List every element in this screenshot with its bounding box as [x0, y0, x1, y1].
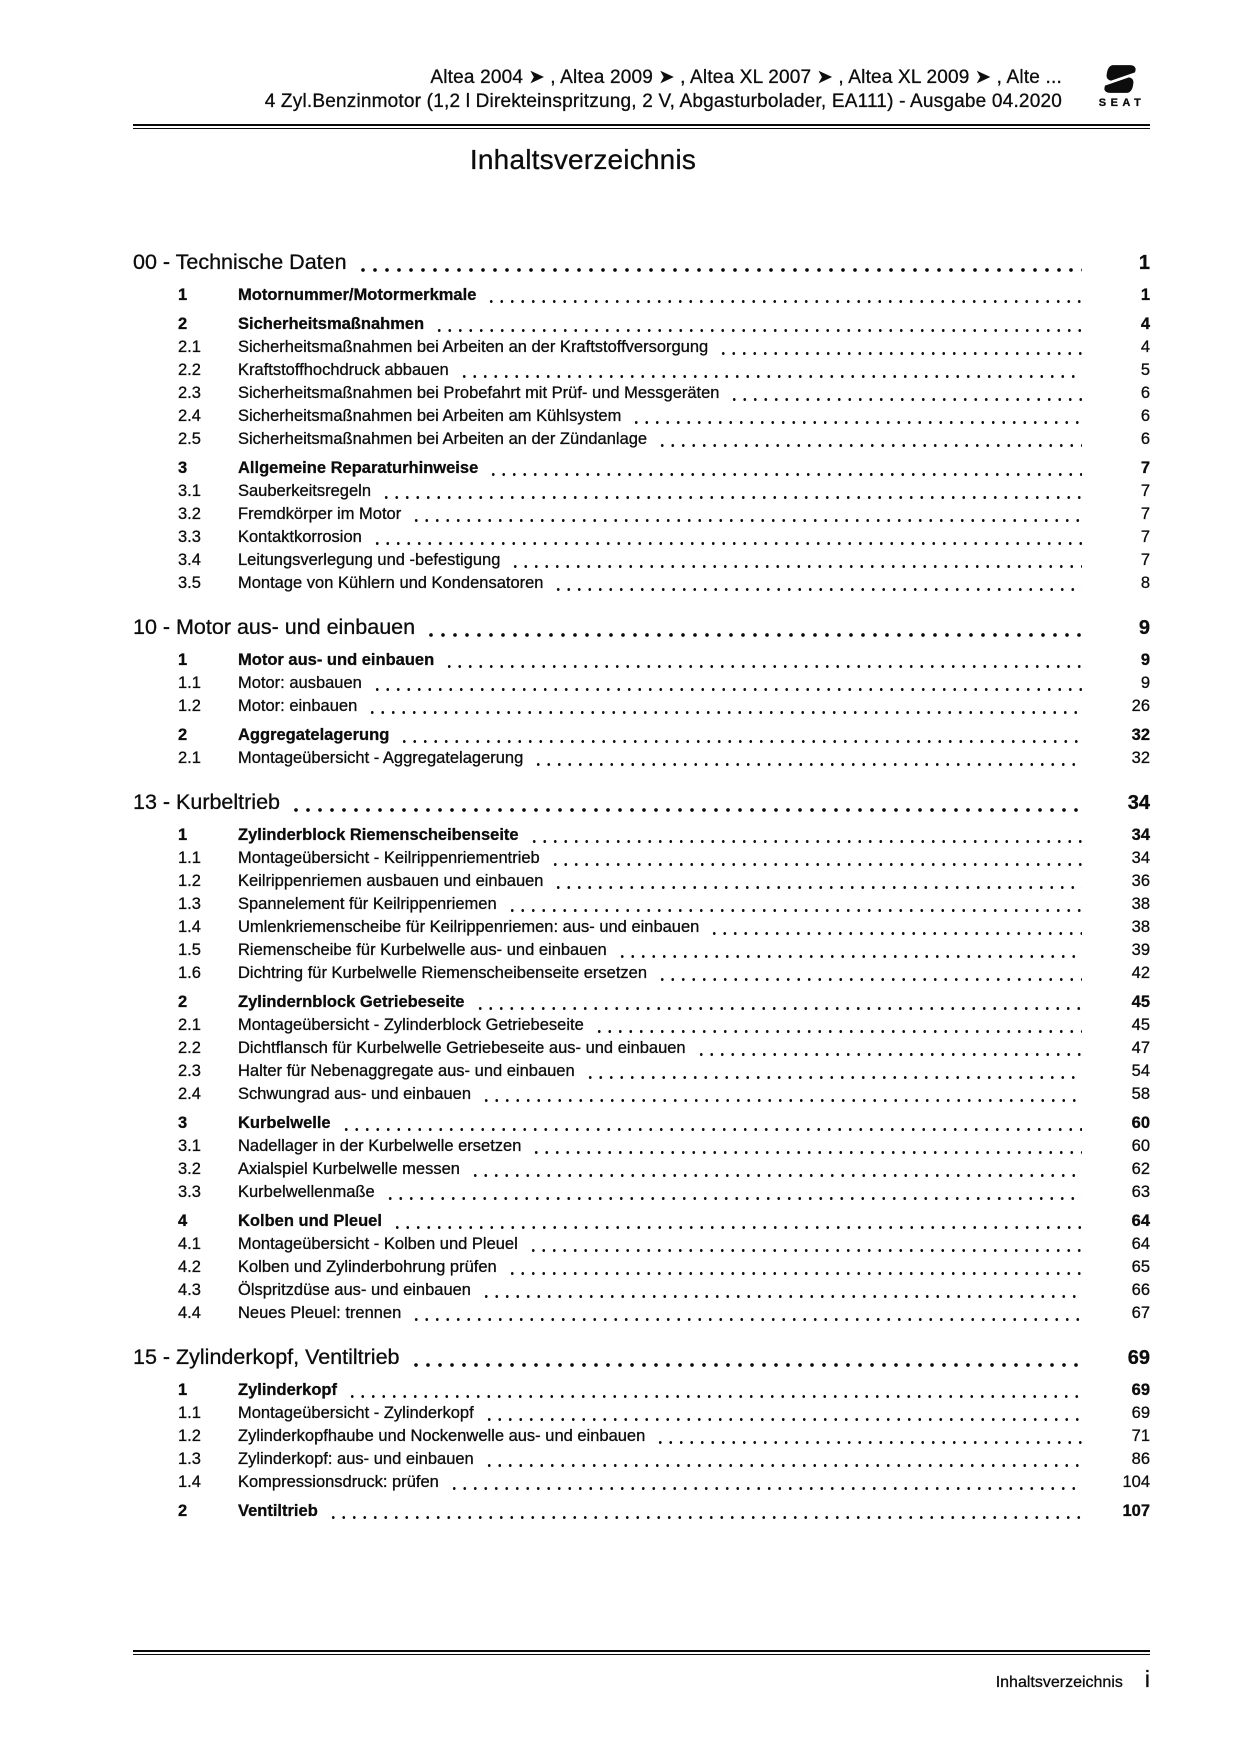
page-number: 32: [1131, 726, 1150, 744]
entry-title: Zylinderkopf: [238, 1381, 338, 1399]
dot-leader: [475, 998, 1083, 1010]
page-number: 7: [1140, 459, 1150, 477]
dot-leader: [385, 1188, 1082, 1200]
toc-chapter[interactable]: [133, 613, 1150, 642]
entry-number: 1: [178, 1381, 188, 1399]
toc-entry[interactable]: [133, 572, 1150, 595]
dot-leader: [328, 1507, 1082, 1519]
entry-number: 4.3: [178, 1281, 201, 1299]
entry-title: Fremdkörper im Motor: [238, 505, 402, 523]
toc: [133, 230, 1150, 1523]
toc-entry[interactable]: [133, 284, 1150, 307]
dot-leader: [399, 731, 1082, 743]
dot-leader: [484, 1455, 1082, 1467]
toc-entry[interactable]: [133, 1302, 1150, 1325]
seat-logo-icon: [1088, 64, 1152, 94]
toc-entry[interactable]: [133, 1083, 1150, 1106]
toc-entry[interactable]: [133, 1402, 1150, 1425]
dot-leader: [585, 1067, 1082, 1079]
toc-entry[interactable]: [133, 457, 1150, 480]
dot-leader: [444, 656, 1082, 668]
dot-leader: [533, 754, 1082, 766]
entry-number: 3: [178, 459, 188, 477]
entry-number: 3: [178, 1114, 188, 1132]
entry-title: Kurbelwellenmaße: [238, 1183, 375, 1201]
header-divider: [133, 124, 1150, 129]
dot-leader: [486, 291, 1082, 303]
entry-title: Zylinderkopfhaube und Nockenwelle aus- und einbauen: [238, 1427, 646, 1445]
page-number: 69: [1131, 1381, 1150, 1399]
toc-entry[interactable]: [133, 359, 1150, 382]
dot-leader: [528, 1240, 1082, 1252]
toc-entry[interactable]: [133, 724, 1150, 747]
dot-leader: [488, 464, 1082, 476]
toc-chapter[interactable]: [133, 788, 1150, 817]
page-number: 34: [1131, 849, 1150, 867]
toc-entry[interactable]: [133, 1448, 1150, 1471]
toc-entry[interactable]: [133, 695, 1150, 718]
page-number: 47: [1131, 1039, 1150, 1057]
page-number: 69: [1131, 1404, 1150, 1422]
entry-number: 4: [178, 1212, 188, 1230]
toc-entry[interactable]: [133, 870, 1150, 893]
page-number: 66: [1131, 1281, 1150, 1299]
page-number: 104: [1122, 1473, 1150, 1491]
toc-entry[interactable]: [133, 336, 1150, 359]
entry-number: 3.2: [178, 1160, 201, 1178]
footer-page-number: i: [1144, 1666, 1150, 1692]
page-number: 5: [1140, 361, 1150, 379]
entry-number: 1.2: [178, 1427, 201, 1445]
dot-leader: [531, 1142, 1082, 1154]
entry-title: Riemenscheibe für Kurbelwelle aus- und einbauen: [238, 941, 607, 959]
toc-entry[interactable]: [133, 549, 1150, 572]
entry-title: Sicherheitsmaßnahmen bei Probefahrt mit Prüf- und Messgeräten: [238, 384, 720, 402]
page-number: 8: [1140, 574, 1150, 592]
entry-number: 3.3: [178, 528, 201, 546]
page-number: 58: [1131, 1085, 1150, 1103]
entry-title: Motor aus- und einbauen: [238, 651, 435, 669]
dot-leader: [372, 679, 1082, 691]
dot-leader: [410, 1355, 1083, 1367]
page-number: 6: [1140, 384, 1150, 402]
entry-title: Neues Pleuel: trennen: [238, 1304, 402, 1322]
page-number: 7: [1140, 505, 1150, 523]
page-number: 38: [1131, 895, 1150, 913]
dot-leader: [696, 1044, 1082, 1056]
entry-title: Dichtflansch für Kurbelwelle Getriebeseite aus- und einbauen: [238, 1039, 686, 1057]
entry-number: 2.5: [178, 430, 201, 448]
entry-number: 4.4: [178, 1304, 201, 1322]
entry-title: Keilrippenriemen ausbauen und einbauen: [238, 872, 544, 890]
header-models-line: Altea 2004 ➤ , Altea 2009 ➤ , Altea XL 2007 ➤ , Altea XL 2009 ➤ , Alte ...: [430, 67, 1062, 88]
entry-title: Motor: ausbauen: [238, 674, 362, 692]
page-number: 7: [1140, 551, 1150, 569]
entry-title: Allgemeine Reparaturhinweise: [238, 459, 479, 477]
dot-leader: [347, 1386, 1082, 1398]
toc-entry[interactable]: [133, 1379, 1150, 1402]
dot-leader: [617, 946, 1082, 958]
toc-entry[interactable]: [133, 1037, 1150, 1060]
dot-leader: [449, 1478, 1082, 1490]
entry-title: Kontaktkorrosion: [238, 528, 362, 546]
dot-leader: [357, 260, 1082, 272]
entry-number: 2.4: [178, 407, 201, 425]
page-number: 69: [1127, 1347, 1150, 1369]
toc-entry[interactable]: [133, 1500, 1150, 1523]
dot-leader: [481, 1286, 1082, 1298]
toc-entry[interactable]: [133, 1256, 1150, 1279]
dot-leader: [553, 877, 1082, 889]
page-number: 54: [1131, 1062, 1150, 1080]
toc-entry[interactable]: [133, 405, 1150, 428]
entry-number: 3.1: [178, 1137, 201, 1155]
entry-title: Montageübersicht - Kolben und Pleuel: [238, 1235, 518, 1253]
entry-number: 2.3: [178, 384, 201, 402]
dot-leader: [290, 800, 1082, 812]
toc-entry[interactable]: [133, 1014, 1150, 1037]
toc-entry[interactable]: [133, 991, 1150, 1014]
footer-divider: [133, 1650, 1150, 1655]
dot-leader: [372, 533, 1082, 545]
toc-entry[interactable]: [133, 1158, 1150, 1181]
page-number: 71: [1131, 1427, 1150, 1445]
dot-leader: [529, 831, 1082, 843]
toc-entry[interactable]: [133, 916, 1150, 939]
toc-entry[interactable]: [133, 1060, 1150, 1083]
brand-logo: [1088, 64, 1152, 109]
toc-entry[interactable]: [133, 1425, 1150, 1448]
page-footer: [996, 1666, 1150, 1693]
brand-wordmark: SEAT: [1098, 97, 1146, 109]
chapter-title: 15 - Zylinderkopf, Ventiltrieb: [133, 1345, 400, 1369]
page-number: 45: [1131, 993, 1150, 1011]
entry-number: 1.1: [178, 1404, 201, 1422]
entry-title: Kolben und Pleuel: [238, 1212, 382, 1230]
toc-entry[interactable]: [133, 1135, 1150, 1158]
entry-number: 1.2: [178, 697, 201, 715]
entry-number: 1.1: [178, 849, 201, 867]
dot-leader: [507, 900, 1082, 912]
dot-leader: [367, 702, 1082, 714]
toc-chapter[interactable]: [133, 248, 1150, 277]
entry-number: 1.1: [178, 674, 201, 692]
dot-leader: [729, 389, 1082, 401]
entry-title: Motor: einbauen: [238, 697, 358, 715]
dot-leader: [510, 556, 1082, 568]
entry-number: 2.2: [178, 361, 201, 379]
footer-label: Inhaltsverzeichnis: [995, 1674, 1123, 1691]
entry-title: Halter für Nebenaggregate aus- und einbauen: [238, 1062, 575, 1080]
entry-number: 4.1: [178, 1235, 201, 1253]
entry-number: 2.1: [178, 1016, 201, 1034]
toc-entry[interactable]: [133, 1112, 1150, 1135]
page-number: 4: [1140, 315, 1150, 333]
entry-title: Sicherheitsmaßnahmen bei Arbeiten an der Kraftstoffversorgung: [238, 338, 709, 356]
entry-number: 2: [178, 315, 188, 333]
toc-entry[interactable]: [133, 1233, 1150, 1256]
entry-number: 1: [178, 651, 188, 669]
dot-leader: [341, 1119, 1082, 1131]
page-number: 42: [1131, 964, 1150, 982]
entry-title: Kurbelwelle: [238, 1114, 331, 1132]
page-header: [133, 66, 1150, 114]
entry-title: Montageübersicht - Zylinderblock Getriebeseite: [238, 1016, 584, 1034]
entry-title: Axialspiel Kurbelwelle messen: [238, 1160, 460, 1178]
entry-number: 2: [178, 1502, 188, 1520]
entry-title: Aggregatelagerung: [238, 726, 390, 744]
dot-leader: [470, 1165, 1082, 1177]
page-number: 63: [1131, 1183, 1150, 1201]
dot-leader: [484, 1409, 1082, 1421]
entry-title: Schwungrad aus- und einbauen: [238, 1085, 472, 1103]
page-number: 38: [1131, 918, 1150, 936]
dot-leader: [655, 1432, 1082, 1444]
entry-title: Motornummer/Motormerkmale: [238, 286, 477, 304]
chapter-title: 10 - Motor aus- und einbauen: [133, 615, 416, 639]
toc-entry[interactable]: [133, 824, 1150, 847]
dot-leader: [709, 923, 1082, 935]
entry-number: 1: [178, 286, 188, 304]
toc-chapter[interactable]: [133, 1343, 1150, 1372]
dot-leader: [459, 366, 1082, 378]
entry-title: Kolben und Zylinderbohrung prüfen: [238, 1258, 497, 1276]
entry-title: Zylindernblock Getriebeseite: [238, 993, 465, 1011]
toc-entry[interactable]: [133, 480, 1150, 503]
entry-number: 1.6: [178, 964, 201, 982]
page-number: 6: [1140, 430, 1150, 448]
page-number: 7: [1140, 528, 1150, 546]
toc-entry[interactable]: [133, 503, 1150, 526]
page-number: 39: [1131, 941, 1150, 959]
toc-entry[interactable]: [133, 526, 1150, 549]
chapter-title: 00 - Technische Daten: [133, 250, 347, 274]
entry-number: 1.4: [178, 918, 201, 936]
entry-title: Ölspritzdüse aus- und einbauen: [238, 1281, 471, 1299]
toc-entry[interactable]: [133, 847, 1150, 870]
dot-leader: [434, 320, 1082, 332]
page-number: 34: [1131, 826, 1150, 844]
entry-title: Sicherheitsmaßnahmen bei Arbeiten an der Zündanlage: [238, 430, 648, 448]
header-engine-line: 4 Zyl.Benzinmotor (1,2 l Direkteinspritzung, 2 V, Abgasturbolader, EA111) - Ausgabe 04.2020: [264, 91, 1062, 112]
dot-leader: [657, 969, 1082, 981]
page-number: 107: [1122, 1502, 1150, 1520]
page-number: 1: [1138, 252, 1150, 274]
dot-leader: [657, 435, 1082, 447]
page-number: 9: [1140, 674, 1150, 692]
entry-number: 2.4: [178, 1085, 201, 1103]
dot-leader: [507, 1263, 1082, 1275]
toc-entry[interactable]: [133, 1210, 1150, 1233]
dot-leader: [392, 1217, 1082, 1229]
entry-title: Montage von Kühlern und Kondensatoren: [238, 574, 544, 592]
entry-number: 1.3: [178, 895, 201, 913]
page-number: 62: [1131, 1160, 1150, 1178]
toc-entry[interactable]: [133, 962, 1150, 985]
entry-number: 1.3: [178, 1450, 201, 1468]
toc-entry[interactable]: [133, 1279, 1150, 1302]
entry-number: 3.3: [178, 1183, 201, 1201]
toc-entry[interactable]: [133, 428, 1150, 451]
entry-title: Montageübersicht - Aggregatelagerung: [238, 749, 524, 767]
dot-leader: [550, 854, 1082, 866]
entry-title: Montageübersicht - Zylinderkopf: [238, 1404, 474, 1422]
dot-leader: [481, 1090, 1082, 1102]
entry-title: Ventiltrieb: [238, 1502, 318, 1520]
page-number: 26: [1131, 697, 1150, 715]
entry-number: 2: [178, 726, 188, 744]
entry-title: Dichtring für Kurbelwelle Riemenscheibenseite ersetzen: [238, 964, 648, 982]
toc-entry[interactable]: [133, 747, 1150, 770]
entry-number: 1.2: [178, 872, 201, 890]
toc-entry[interactable]: [133, 649, 1150, 672]
page-number: 34: [1127, 792, 1150, 814]
entry-number: 1.4: [178, 1473, 201, 1491]
entry-number: 3.2: [178, 505, 201, 523]
entry-number: 1.5: [178, 941, 201, 959]
toc-entry[interactable]: [133, 893, 1150, 916]
dot-leader: [631, 412, 1082, 424]
dot-leader: [553, 579, 1082, 591]
page-number: 64: [1131, 1212, 1150, 1230]
entry-number: 2.1: [178, 749, 201, 767]
toc-entry[interactable]: [133, 939, 1150, 962]
entry-title: Umlenkriemenscheibe für Keilrippenriemen: aus- und einbauen: [238, 918, 700, 936]
entry-number: 3.1: [178, 482, 201, 500]
chapter-title: 13 - Kurbeltrieb: [133, 790, 280, 814]
dot-leader: [411, 1309, 1082, 1321]
dot-leader: [594, 1021, 1082, 1033]
entry-title: Sauberkeitsregeln: [238, 482, 371, 500]
entry-number: 3.5: [178, 574, 201, 592]
entry-title: Leitungsverlegung und -befestigung: [238, 551, 501, 569]
page-number: 64: [1131, 1235, 1150, 1253]
page-number: 86: [1131, 1450, 1150, 1468]
entry-number: 4.2: [178, 1258, 201, 1276]
entry-title: Kompressionsdruck: prüfen: [238, 1473, 439, 1491]
page-number: 9: [1140, 651, 1150, 669]
page-number: 6: [1140, 407, 1150, 425]
toc-entry[interactable]: [133, 1471, 1150, 1494]
page-number: 65: [1131, 1258, 1150, 1276]
page-number: 4: [1140, 338, 1150, 356]
page-number: 9: [1138, 617, 1150, 639]
dot-leader: [718, 343, 1082, 355]
dot-leader: [425, 625, 1082, 637]
page-number: 45: [1131, 1016, 1150, 1034]
page-number: 60: [1131, 1137, 1150, 1155]
dot-leader: [381, 487, 1082, 499]
toc-entry[interactable]: [133, 382, 1150, 405]
page-number: 36: [1131, 872, 1150, 890]
entry-number: 2.2: [178, 1039, 201, 1057]
toc-entry[interactable]: [133, 672, 1150, 695]
entry-number: 2.3: [178, 1062, 201, 1080]
toc-entry[interactable]: [133, 313, 1150, 336]
entry-number: 2.1: [178, 338, 201, 356]
entry-title: Sicherheitsmaßnahmen bei Arbeiten am Kühlsystem: [238, 407, 622, 425]
page-number: 1: [1140, 286, 1150, 304]
page-title: Inhaltsverzeichnis: [469, 144, 697, 175]
page-number: 32: [1131, 749, 1150, 767]
toc-entry[interactable]: [133, 1181, 1150, 1204]
entry-title: Spannelement für Keilrippenriemen: [238, 895, 497, 913]
entry-title: Zylinderkopf: aus- und einbauen: [238, 1450, 474, 1468]
entry-title: Nadellager in der Kurbelwelle ersetzen: [238, 1137, 522, 1155]
entry-title: Sicherheitsmaßnahmen: [238, 315, 425, 333]
page-number: 67: [1131, 1304, 1150, 1322]
page-number: 7: [1140, 482, 1150, 500]
entry-title: Montageübersicht - Keilrippenriementrieb: [238, 849, 540, 867]
page-number: 60: [1131, 1114, 1150, 1132]
entry-number: 1: [178, 826, 188, 844]
dot-leader: [411, 510, 1082, 522]
entry-title: Kraftstoffhochdruck abbauen: [238, 361, 449, 379]
entry-number: 2: [178, 993, 188, 1011]
entry-number: 3.4: [178, 551, 201, 569]
entry-title: Zylinderblock Riemenscheibenseite: [238, 826, 519, 844]
